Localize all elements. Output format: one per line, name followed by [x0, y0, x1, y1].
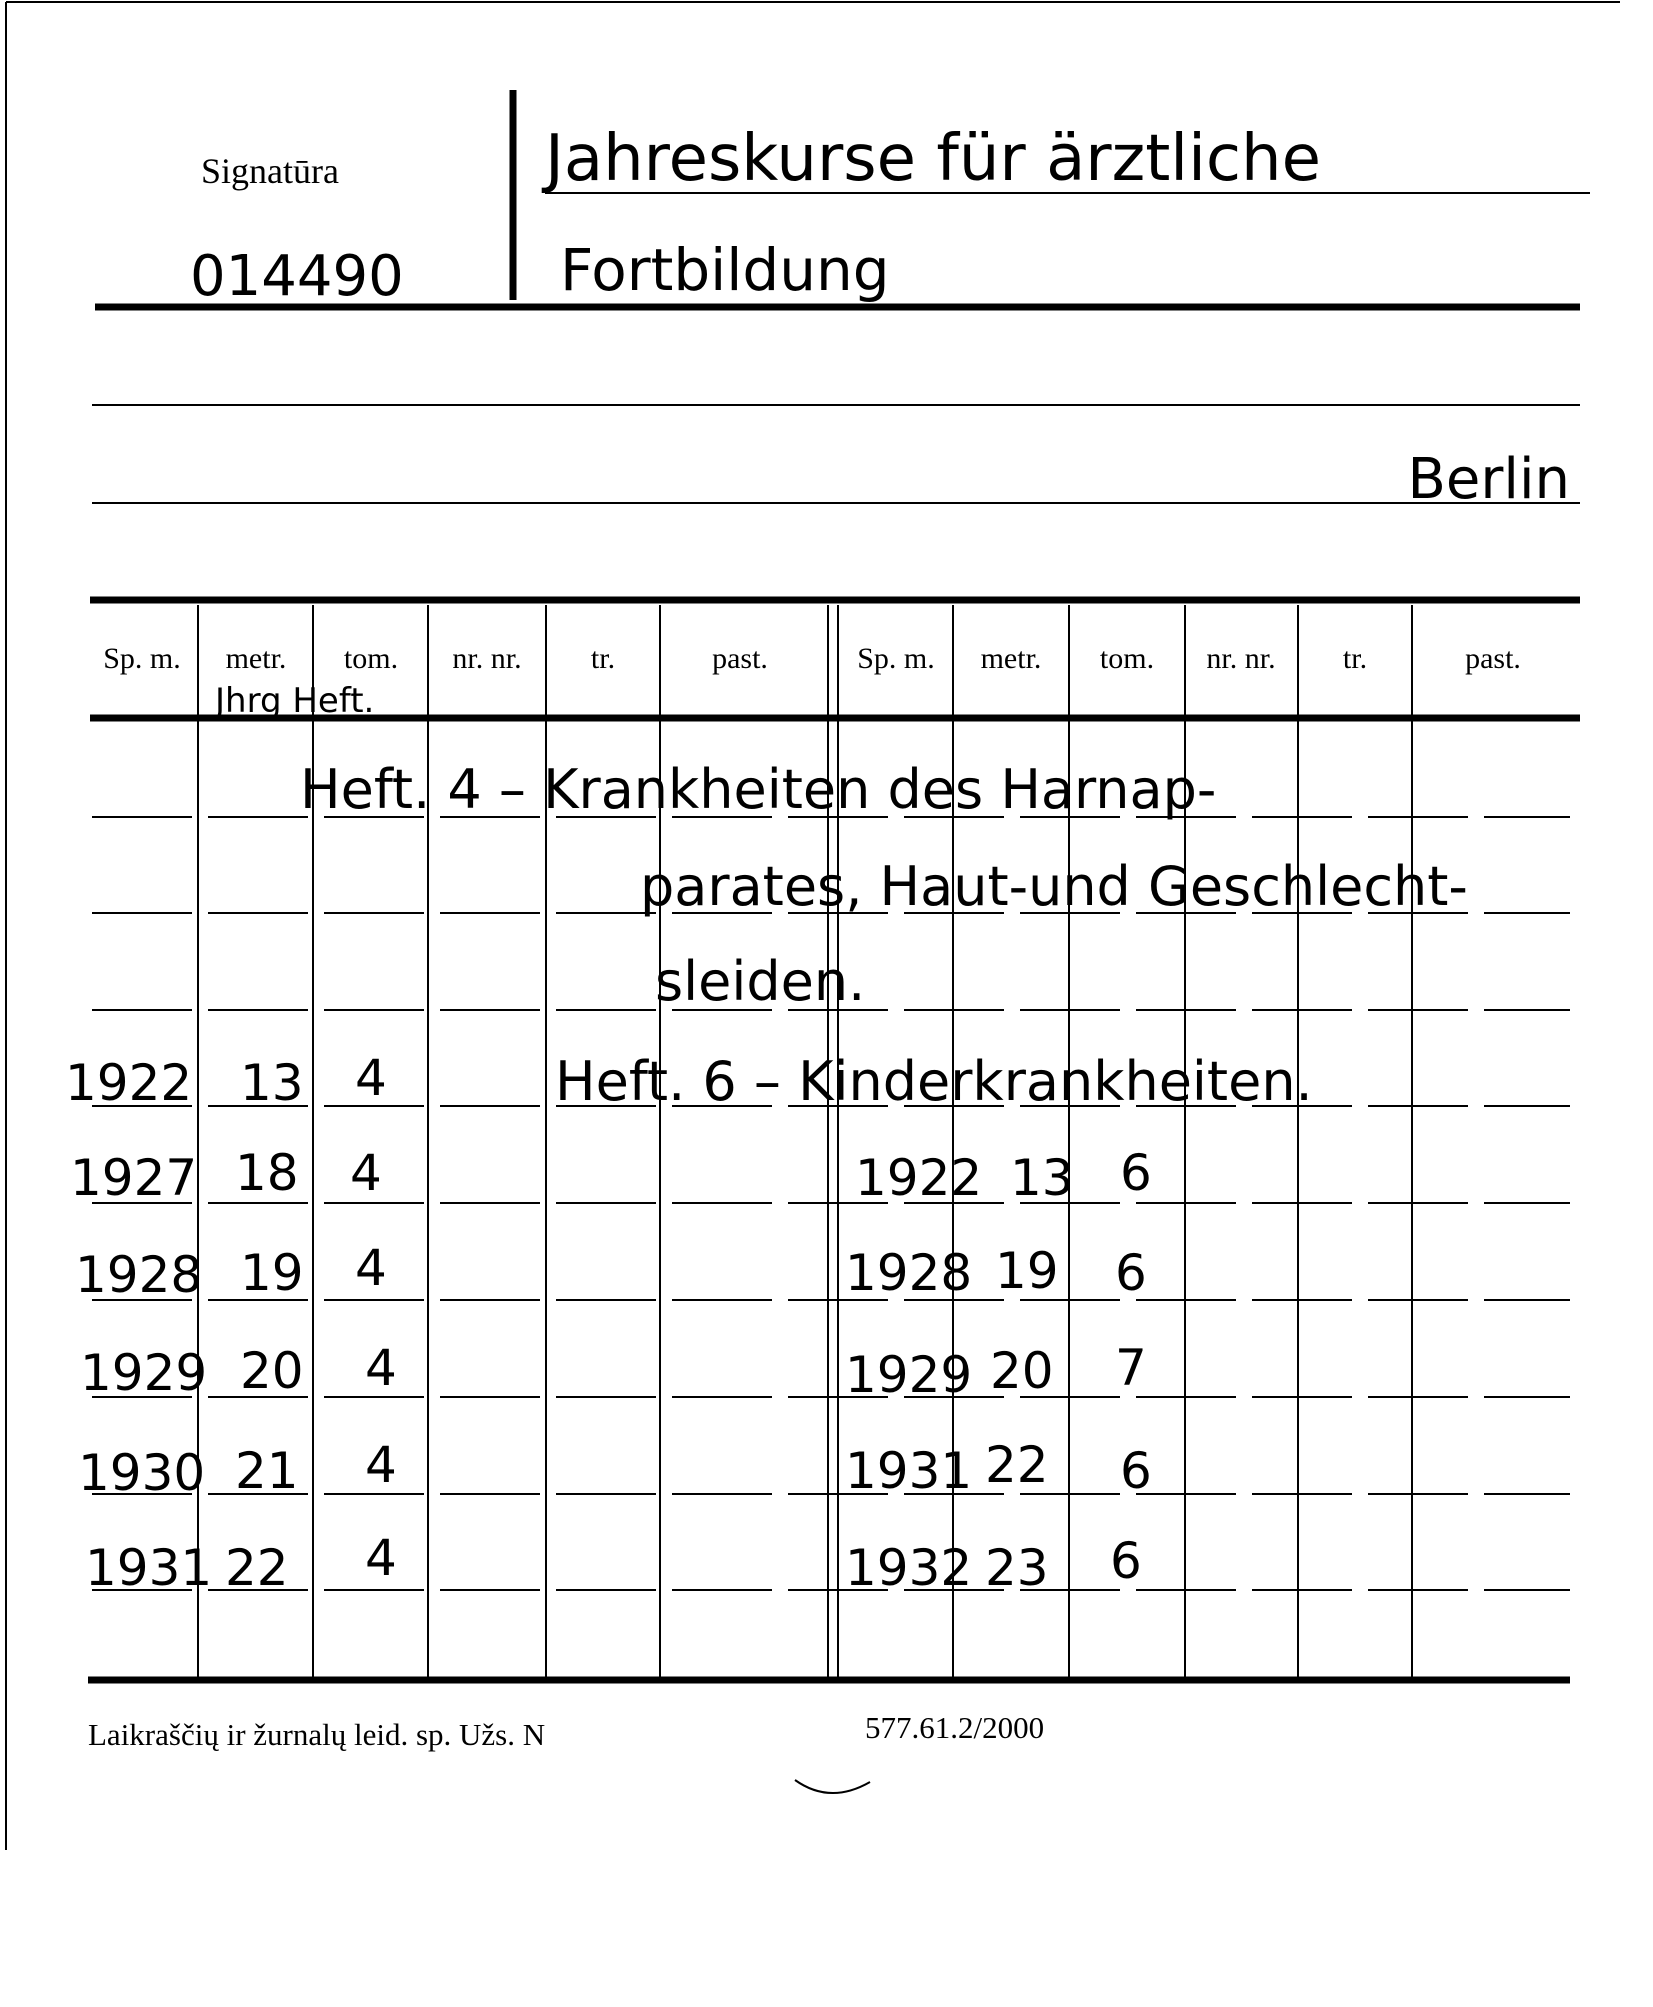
header-note: Jhrg Heft. [215, 681, 375, 721]
table-row [80, 1339, 397, 1402]
row-tom: 6 [1115, 1244, 1147, 1302]
title-line-2: Fortbildung [560, 236, 890, 304]
row-tom: 6 [1120, 1442, 1152, 1500]
place-text: Berlin [1407, 447, 1570, 512]
row-year: 1927 [70, 1149, 198, 1207]
row-metr: 13 [240, 1054, 304, 1112]
note-heft4-line3: sleiden. [655, 950, 866, 1013]
row-metr: 19 [995, 1242, 1059, 1300]
signature-number: 014490 [190, 244, 404, 309]
note-heft4-line1: Heft. 4 – Krankheiten des Harnap- [300, 758, 1217, 821]
row-year: 1932 [845, 1539, 973, 1597]
row-tom: 4 [350, 1144, 382, 1202]
col-header-tr: tr. [590, 642, 616, 675]
note-heft4-line2: parates, Haut-und Geschlecht- [640, 855, 1468, 918]
table-row [70, 1144, 382, 1207]
col-header-nr-nr: nr. nr. [452, 642, 522, 675]
col-header-metr: metr. [980, 642, 1042, 675]
table-row [85, 1529, 397, 1597]
row-metr: 23 [985, 1539, 1049, 1597]
col-header-tom: tom. [343, 642, 399, 675]
row-tom: 4 [355, 1049, 387, 1107]
left-rows [65, 1049, 397, 1597]
row-metr: 21 [235, 1442, 299, 1500]
table-row [845, 1532, 1142, 1597]
row-metr: 22 [225, 1539, 289, 1597]
row-year: 1931 [85, 1539, 213, 1597]
row-year: 1929 [845, 1346, 973, 1404]
row-tom: 4 [365, 1529, 397, 1587]
row-year: 1922 [855, 1149, 983, 1207]
row-tom: 6 [1110, 1532, 1142, 1590]
row-tom: 7 [1115, 1339, 1147, 1397]
row-tom: 6 [1120, 1144, 1152, 1202]
row-year: 1928 [845, 1244, 973, 1302]
title-line-1: Jahreskurse für ärztliche [545, 122, 1321, 196]
row-year: 1929 [80, 1344, 208, 1402]
table-row [855, 1144, 1152, 1207]
table-row [75, 1239, 387, 1304]
col-header-sp-m: Sp. m. [103, 642, 181, 675]
row-metr: 13 [1010, 1149, 1074, 1207]
table-row [845, 1339, 1147, 1404]
row-tom: 4 [365, 1436, 397, 1494]
row-metr: 20 [990, 1342, 1054, 1400]
col-header-tr: tr. [1342, 642, 1368, 675]
col-header-past: past. [1465, 642, 1521, 675]
row-year: 1922 [65, 1054, 193, 1112]
col-header-metr: metr. [225, 642, 287, 675]
col-header-nr-nr: nr. nr. [1206, 642, 1276, 675]
right-column-headers [857, 642, 1521, 675]
row-metr: 20 [240, 1342, 304, 1400]
table-row [78, 1436, 397, 1502]
col-header-sp-m: Sp. m. [857, 642, 935, 675]
note-heft6: Heft. 6 – Kinderkrankheiten. [555, 1050, 1313, 1113]
col-header-past: past. [712, 642, 768, 675]
row-year: 1930 [78, 1444, 206, 1502]
right-rows [845, 1144, 1152, 1597]
row-metr: 22 [985, 1436, 1049, 1494]
left-column-headers [103, 642, 768, 675]
table-row [845, 1436, 1152, 1500]
signature-label: Signatūra [201, 151, 339, 191]
print-info-right: 577.61.2/2000 [865, 1710, 1045, 1745]
row-metr: 18 [235, 1144, 299, 1202]
table-row [65, 1049, 387, 1112]
print-info-left: Laikraščių ir žurnalų leid. sp. Užs. N [88, 1717, 546, 1752]
row-year: 1931 [845, 1442, 973, 1500]
row-tom: 4 [365, 1339, 397, 1397]
table-row [845, 1242, 1147, 1302]
row-tom: 4 [355, 1239, 387, 1297]
row-year: 1928 [75, 1246, 203, 1304]
col-header-tom: tom. [1099, 642, 1155, 675]
stamp-mark [795, 1780, 870, 1793]
row-metr: 19 [240, 1244, 304, 1302]
